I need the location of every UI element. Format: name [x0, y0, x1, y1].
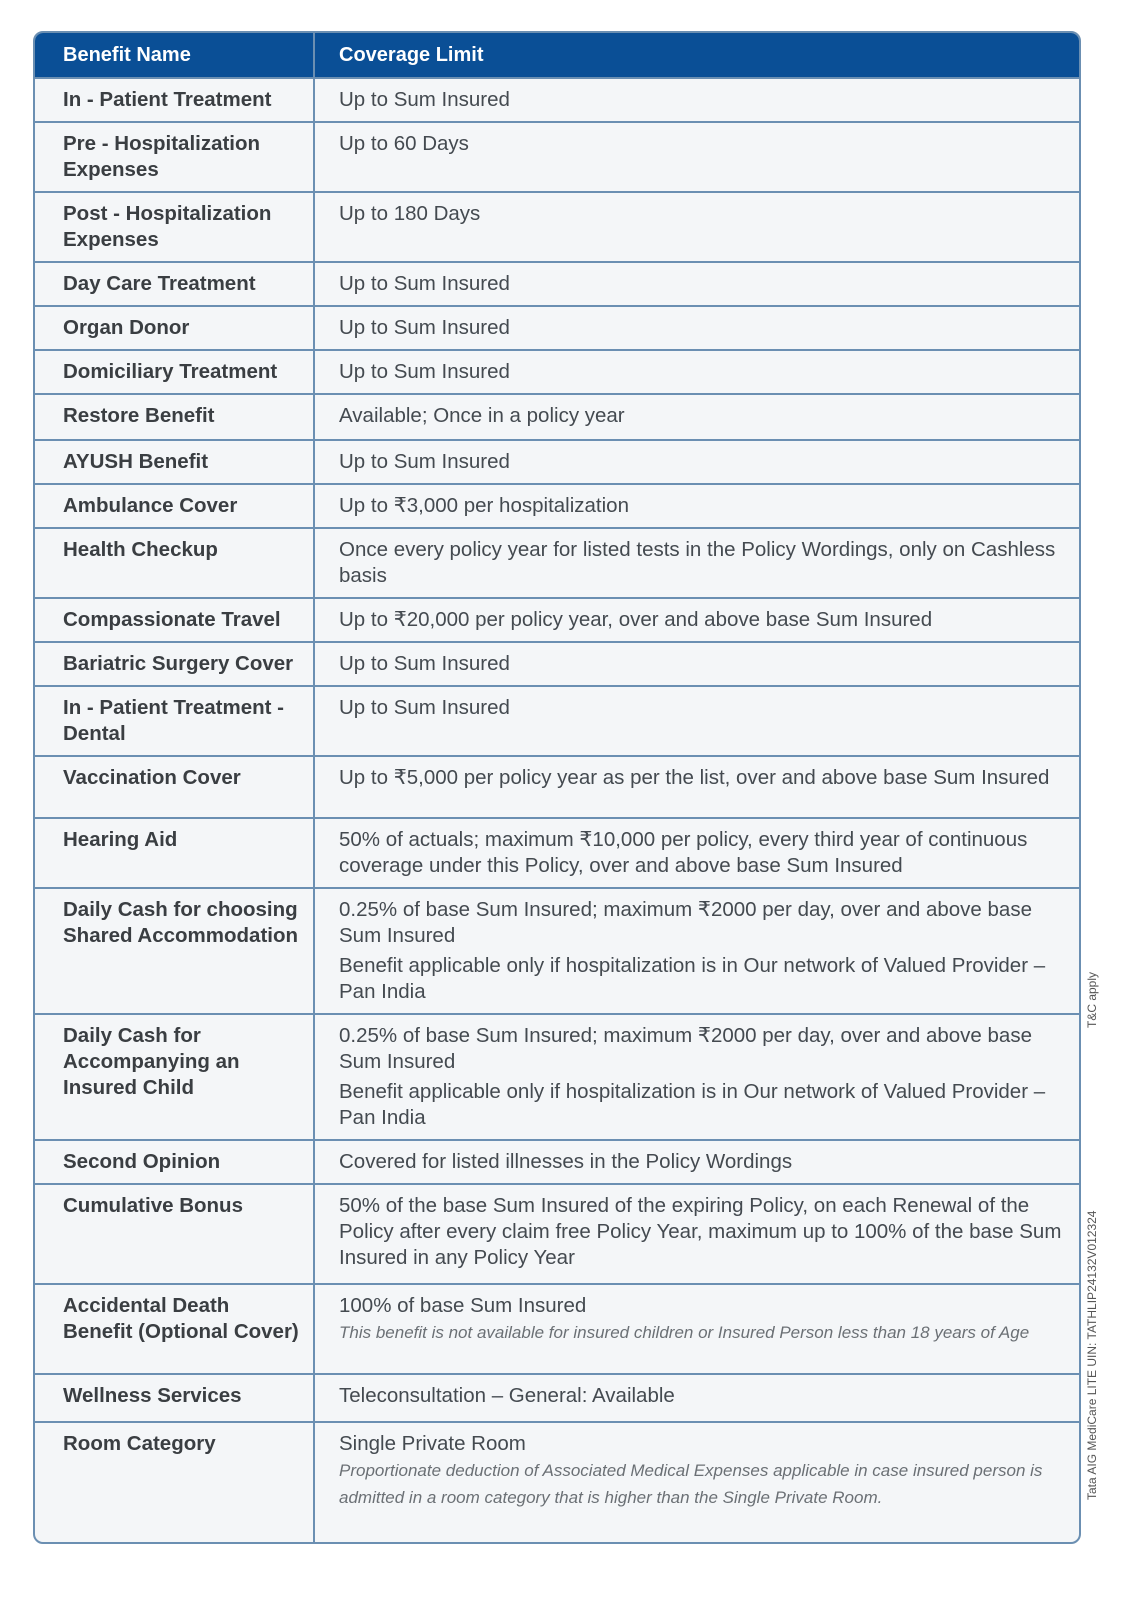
- coverage-limit: [314, 1284, 1079, 1374]
- coverage-limit-text: 0.25% of base Sum Insured; maximum ₹2000 per day, over and above base Sum Insured: [339, 898, 1032, 947]
- benefit-name: Second Opinion: [35, 1140, 314, 1184]
- coverage-limit: [314, 350, 1079, 394]
- coverage-limit: [314, 1422, 1079, 1542]
- coverage-limit-text: Up to ₹3,000 per hospitalization: [339, 494, 629, 517]
- coverage-limit-text: Up to Sum Insured: [339, 360, 510, 383]
- table-row: [35, 642, 1079, 686]
- header-benefit-name: Benefit Name: [35, 33, 314, 78]
- benefit-name: Organ Donor: [35, 306, 314, 350]
- coverage-limit-text: Up to ₹5,000 per policy year as per the list, over and above base Sum Insured: [339, 766, 1050, 789]
- coverage-limit-text: Up to Sum Insured: [339, 696, 510, 719]
- coverage-limit-note: This benefit is not available for insured children or Insured Person less than 18 years of Age: [339, 1323, 1030, 1342]
- coverage-limit-text: Covered for listed illnesses in the Policy Wordings: [339, 1150, 793, 1173]
- coverage-limit: [314, 192, 1079, 262]
- benefit-name: Pre - Hospitalization Expenses: [35, 122, 314, 192]
- benefit-name: Restore Benefit: [35, 394, 314, 440]
- coverage-limit: [314, 888, 1079, 1014]
- benefit-name: Daily Cash for Accompanying an Insured Child: [35, 1014, 314, 1140]
- coverage-limit-note: Proportionate deduction of Associated Medical Expenses applicable in case insured person is admitted in a room category that is higher than the Single Private Room.: [339, 1461, 1043, 1507]
- benefit-name: Cumulative Bonus: [35, 1184, 314, 1284]
- coverage-limit-text: Up to Sum Insured: [339, 652, 510, 675]
- table-row: [35, 1284, 1079, 1374]
- benefit-name: Ambulance Cover: [35, 484, 314, 528]
- table-row: [35, 1140, 1079, 1184]
- benefit-name: Bariatric Surgery Cover: [35, 642, 314, 686]
- coverage-limit-condition: Benefit applicable only if hospitalization is in Our network of Valued Provider – Pan India: [339, 1080, 1046, 1129]
- table-row: [35, 686, 1079, 756]
- table-row: [35, 394, 1079, 440]
- coverage-limit-text: Up to Sum Insured: [339, 316, 510, 339]
- coverage-limit-text: Available; Once in a policy year: [339, 404, 625, 427]
- coverage-limit-text: Up to 60 Days: [339, 132, 469, 155]
- coverage-limit-condition: Benefit applicable only if hospitalization is in Our network of Valued Provider – Pan India: [339, 954, 1046, 1003]
- benefits-table-container: [33, 31, 1081, 1544]
- table-row: [35, 350, 1079, 394]
- coverage-limit-text: Single Private Room: [339, 1432, 526, 1455]
- benefit-name: Accidental Death Benefit (Optional Cover): [35, 1284, 314, 1374]
- table-row: [35, 756, 1079, 818]
- benefit-name: Daily Cash for choosing Shared Accommodation: [35, 888, 314, 1014]
- table-header-row: [35, 33, 1079, 78]
- coverage-limit: [314, 394, 1079, 440]
- benefit-name: Post - Hospitalization Expenses: [35, 192, 314, 262]
- benefit-name: Room Category: [35, 1422, 314, 1542]
- coverage-limit-text: Up to Sum Insured: [339, 88, 510, 111]
- table-row: [35, 598, 1079, 642]
- table-row: [35, 262, 1079, 306]
- table-row: [35, 1422, 1079, 1542]
- benefit-name: Day Care Treatment: [35, 262, 314, 306]
- coverage-limit: [314, 686, 1079, 756]
- benefit-name: Domiciliary Treatment: [35, 350, 314, 394]
- table-row: [35, 1014, 1079, 1140]
- coverage-limit: [314, 122, 1079, 192]
- table-row: [35, 1374, 1079, 1422]
- coverage-limit: [314, 598, 1079, 642]
- coverage-limit-text: Up to Sum Insured: [339, 272, 510, 295]
- coverage-limit: [314, 440, 1079, 484]
- coverage-limit-text: Once every policy year for listed tests in the Policy Wordings, only on Cashless basis: [339, 538, 1056, 587]
- table-row: [35, 888, 1079, 1014]
- coverage-limit-text: Up to 180 Days: [339, 202, 481, 225]
- coverage-limit: [314, 484, 1079, 528]
- benefit-name: Hearing Aid: [35, 818, 314, 888]
- coverage-limit-text: 100% of base Sum Insured: [339, 1294, 587, 1317]
- coverage-limit: [314, 756, 1079, 818]
- benefit-name: Compassionate Travel: [35, 598, 314, 642]
- benefits-table: [35, 33, 1079, 1542]
- uin-note: Tata AIG MediCare LITE UIN: TATHLIP24132V012324: [1085, 1210, 1099, 1500]
- coverage-limit: [314, 306, 1079, 350]
- tnc-note: T&C apply: [1085, 971, 1099, 1028]
- table-row: [35, 528, 1079, 598]
- coverage-limit: [314, 818, 1079, 888]
- table-row: [35, 122, 1079, 192]
- coverage-limit-text: 50% of the base Sum Insured of the expiring Policy, on each Renewal of the Policy after every claim free Policy Year, maximum up to 100% of the base Sum Insured in any Policy Year: [339, 1194, 1062, 1269]
- coverage-limit-text: Teleconsultation – General: Available: [339, 1384, 675, 1407]
- header-coverage-limit: Coverage Limit: [314, 33, 1079, 78]
- coverage-limit: [314, 528, 1079, 598]
- table-row: [35, 78, 1079, 122]
- coverage-limit-text: 0.25% of base Sum Insured; maximum ₹2000 per day, over and above base Sum Insured: [339, 1024, 1032, 1073]
- coverage-limit-text: Up to ₹20,000 per policy year, over and above base Sum Insured: [339, 608, 933, 631]
- benefit-name: In - Patient Treatment: [35, 78, 314, 122]
- table-row: [35, 306, 1079, 350]
- coverage-limit: [314, 642, 1079, 686]
- table-row: [35, 818, 1079, 888]
- benefit-name: Health Checkup: [35, 528, 314, 598]
- benefit-name: Wellness Services: [35, 1374, 314, 1422]
- coverage-limit: [314, 1184, 1079, 1284]
- table-row: [35, 484, 1079, 528]
- coverage-limit: [314, 1140, 1079, 1184]
- coverage-limit: [314, 1374, 1079, 1422]
- benefit-name: In - Patient Treatment - Dental: [35, 686, 314, 756]
- benefit-name: AYUSH Benefit: [35, 440, 314, 484]
- coverage-limit-text: 50% of actuals; maximum ₹10,000 per policy, every third year of continuous coverage under this Policy, over and above base Sum Insured: [339, 828, 1028, 877]
- coverage-limit: [314, 1014, 1079, 1140]
- table-row: [35, 1184, 1079, 1284]
- coverage-limit: [314, 262, 1079, 306]
- coverage-limit-text: Up to Sum Insured: [339, 450, 510, 473]
- table-row: [35, 192, 1079, 262]
- table-row: [35, 440, 1079, 484]
- coverage-limit: [314, 78, 1079, 122]
- benefit-name: Vaccination Cover: [35, 756, 314, 818]
